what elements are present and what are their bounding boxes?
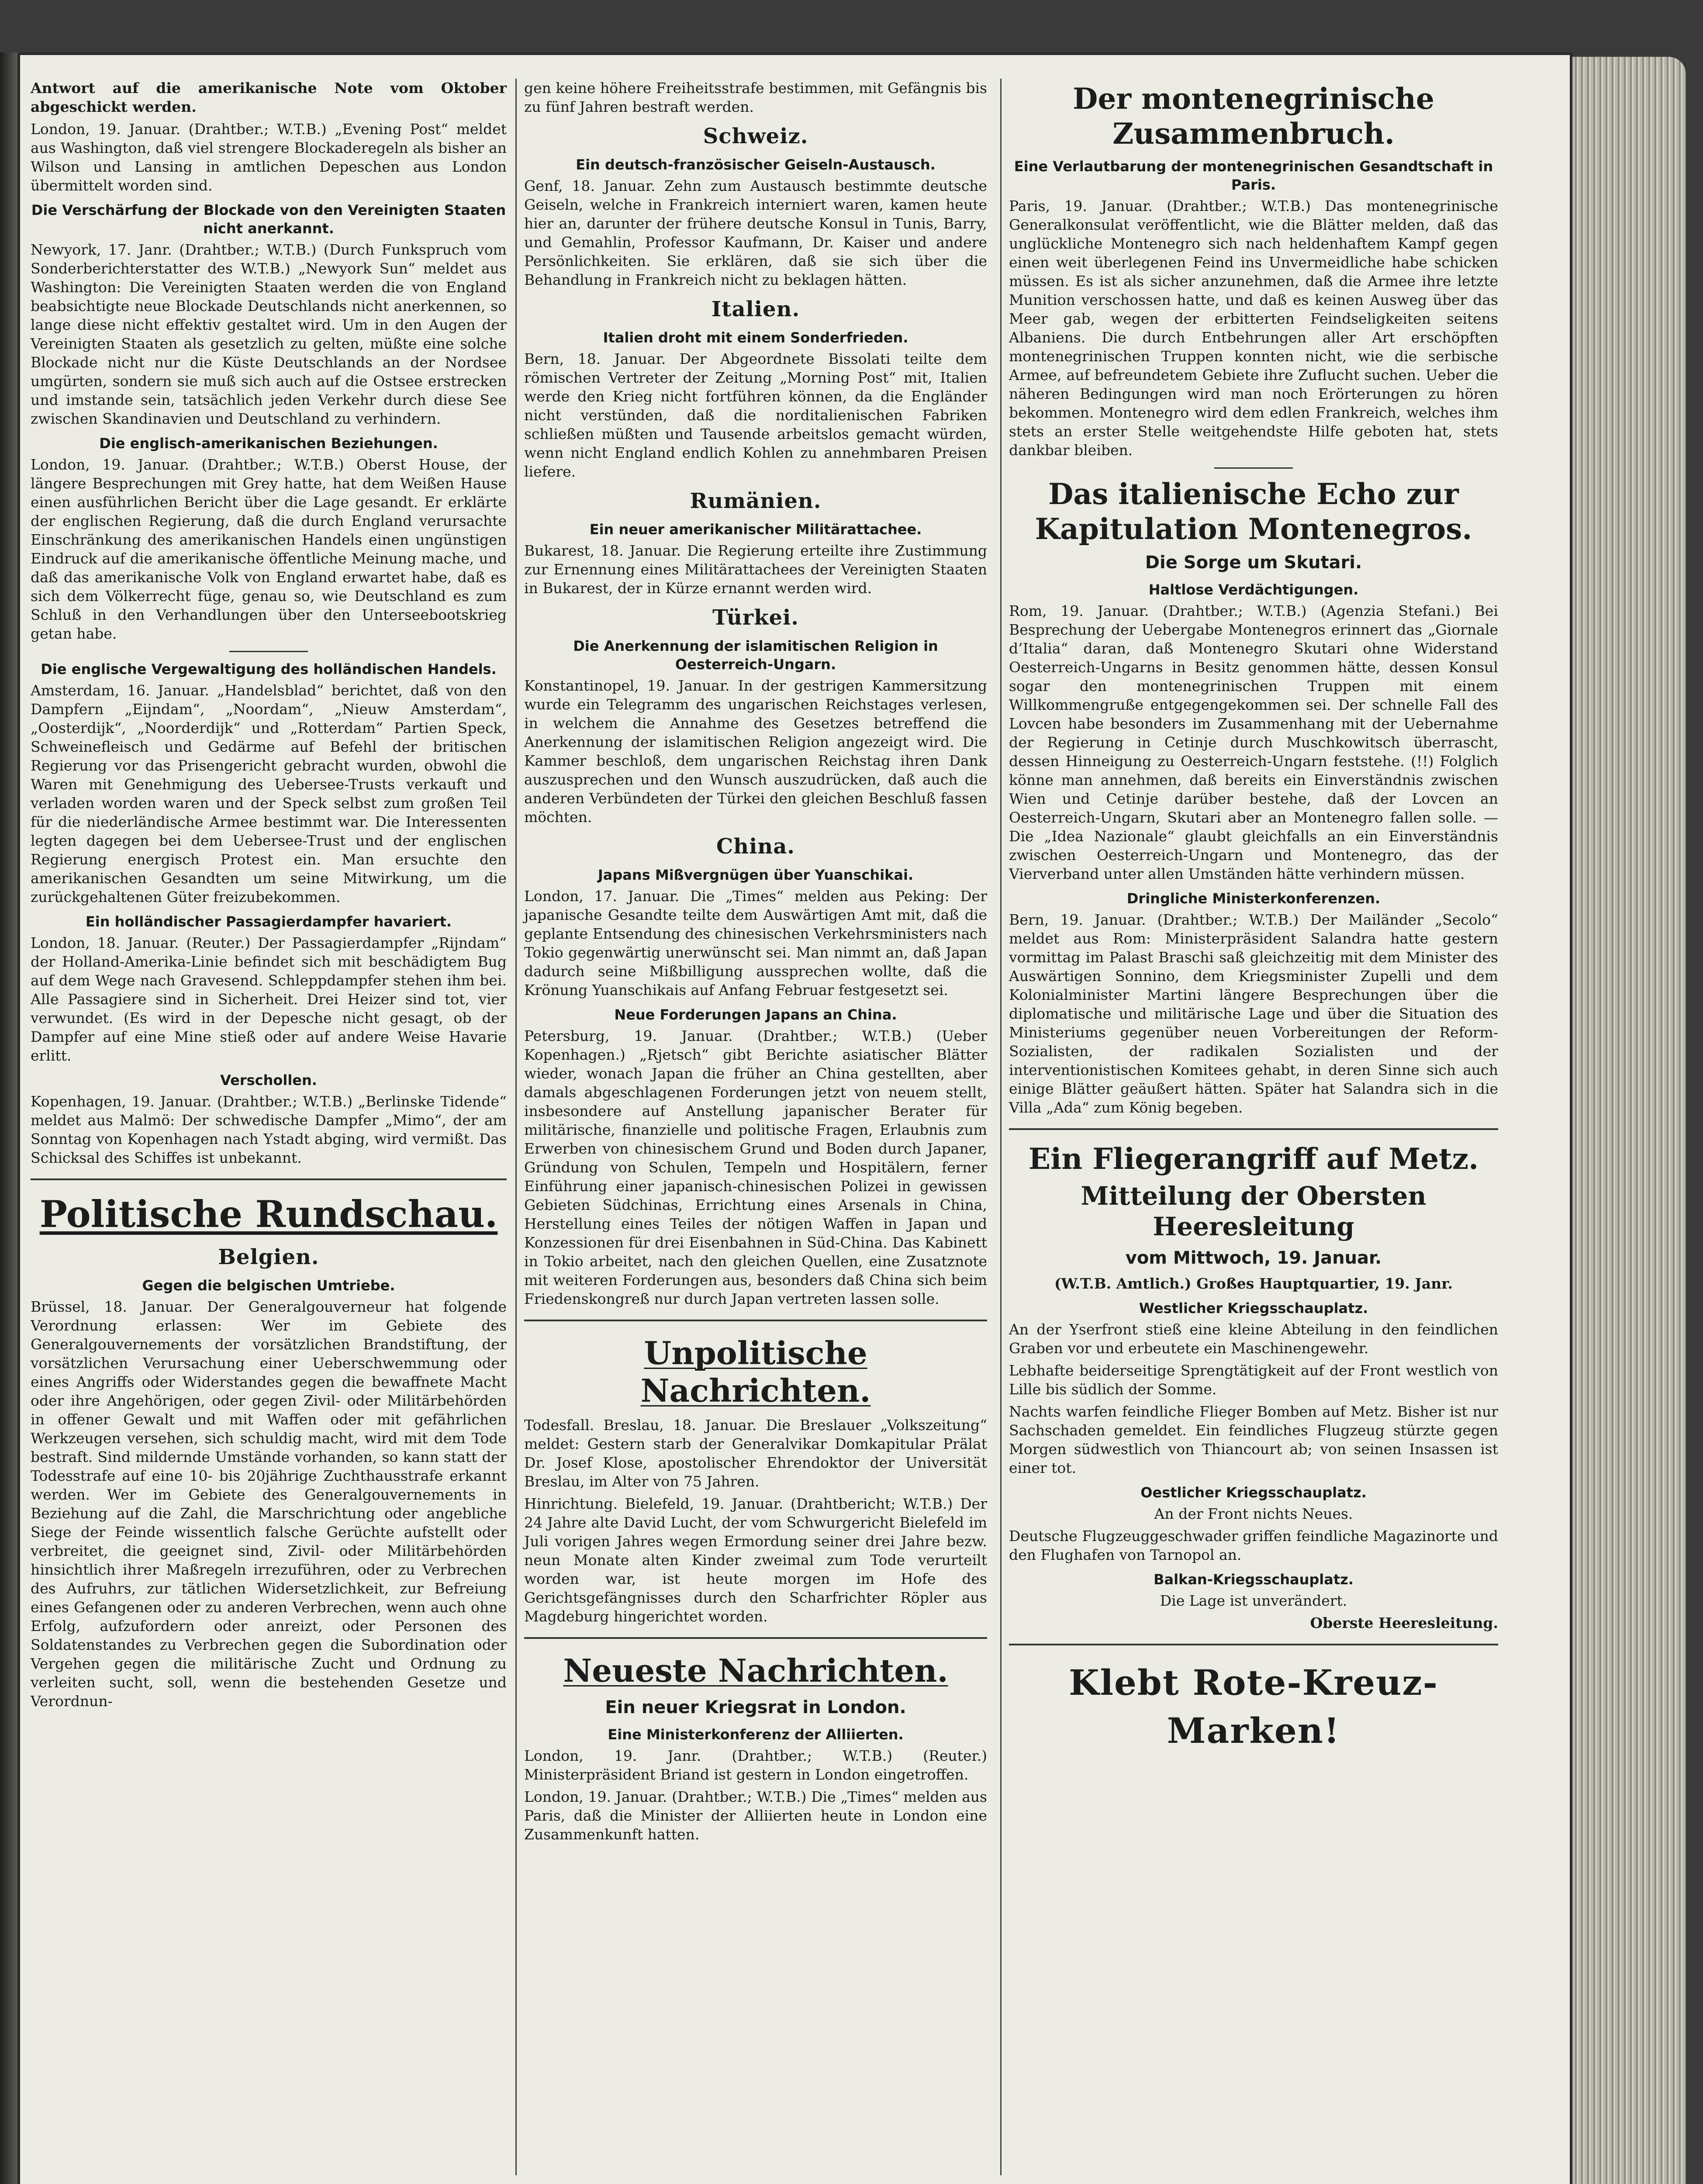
article-text: Lebhafte beiderseitige Sprengtätigkeit auf der Front westlich von Lille bis südlich der Somme. [1009,1362,1498,1398]
article-heading: Eine Ministerkonferenz der Alliierten. [608,1726,904,1743]
section-rule [31,1178,507,1180]
article-text: Brüssel, 18. Januar. Der Generalgouverneur hat folgende Verordnung erlassen: Wer im Gebiete des Generalgouvernements der vorsätzlichen Brandstiftung, der vorsätzlichen Verursachung einer Ueberschwemmung oder eines Angriffs oder Widerstandes gegen die bewaffnete Macht oder ihre Angehörigen, oder gegen Zivil- oder Militärbehörden in offener Gewalt und mit Waffen oder mit gefährlichen Werkzeugen versehen, sich schuldig macht, wird mit dem Tode bestraft. Sind mildernde Umstände vorhanden, so kann statt der Todesstrafe auf eine 10- bis 20jährige Zuchthausstrafe erkannt werden. Wer im Gebiete des Generalgouvernements in Beziehung auf die Zahl, die Marschrichtung oder angebliche Siege der Feinde wissentlich falsche Gerüchte aufstellt oder verbreitet, die geeignet sind, Zivil- oder Militärbehörden hinsichtlich ihrer Maßregeln irrezuführen, oder zu Verbrechen des Aufruhrs, zur tätlichen Widersetzlichkeit, zur Befreiung eines Gefangenen oder zu anderen Verbrechen, wenn auch ohne Erfolg, aufzufordern oder anreizt, oder Personen des Soldatenstandes zu Verbrechen gegen die Subordination oder Vergehen gegen die militärische Zucht und Ordnung zu verleiten sucht, soll, wenn die bestehenden Gesetze und Verordnun- [31,1298,507,1710]
article-text: London, 19. Januar. (Drahtber.; W.T.B.) Oberst House, der längere Besprechungen mit Grey hatte, hat dem Weißen Hause einen ausführlichen Bericht über die Lage gesandt. Er erklärte der englischen Regierung, daß die durch England verursachte Einschränkung des amerikanischen Handels einen ungünstigen Eindruck auf die amerikanische öffentliche Meinung mache, und daß das amerikanische Volk von England erwartet habe, daß es sich dem Völkerrecht füge, genau so, wie Deutschland es zum Schluß in den Verhandlungen über den Unterseebootskrieg getan habe. [31,456,507,642]
article-text: Todesfall. Breslau, 18. Januar. Die Breslauer „Volkszeitung“ meldet: Gestern starb der Generalvikar Domkapitular Prälat Dr. Josef Klose, apostolischer Ehrendoktor der Universität Breslau, im Alter von 75 Jahren. [524,1417,987,1490]
divider [1214,467,1293,469]
section-rule [1009,1644,1498,1645]
article-heading: Dringliche Ministerkonferenzen. [1126,890,1381,907]
article-heading: Japans Mißvergnügen über Yuanschikai. [598,867,914,883]
article-heading: Italien droht mit einem Sonderfrieden. [603,329,908,346]
section-rule [1009,1128,1498,1130]
article-heading: Verschollen. [220,1072,317,1089]
article-text: Bern, 19. Januar. (Drahtber.; W.T.B.) Der Mailänder „Secolo“ meldet aus Rom: Ministerpräsident Salandra hatte gestern vormittag im Palast Braschi saß gleichzeitig mit dem Minister des Auswärtigen Sonnino, dem Kriegsminister Zupelli und dem Kolonialminister Martini längere Besprechungen über die diplomatische und militärische Lage und über die Situation des Ministeriums gegenüber neuen Vorbereitungen der Reform-Sozialisten, der radikalen Sozialisten und der interventionistischen Komitees gehabt, in deren Sinne sich auch einige Blätter geäußert hätten. Später hat Salandra sich in die Villa „Ada“ zum König begeben. [1009,911,1498,1116]
article-text: Paris, 19. Januar. (Drahtber.; W.T.B.) Das montenegrinische Generalkonsulat veröffentlicht, wie die Blätter melden, daß das unglückliche Montenegro sich nach heldenhaftem Kampf gegen einen weit überlegenen Feind ins Unvermeidliche habe schicken müssen. Es ist als sicher anzunehmen, daß die Armee ihre letzte Munition verschossen hatte, und daß es keinen Ausweg über das Meer gab, wegen der erbitterten Feindseligkeiten seitens Albaniens. Die durch Entbehrungen aller Art erschöpften montenegrinischen Truppen konnten nicht, wie die serbische Armee, auf befreundetem Gebiete ihre Zuflucht suchen. Ueber die näheren Bedingungen wird man noch Erörterungen zu hören bekommen. Montenegro wird dem edlen Frankreich, welches ihm stets an erster Stelle weitgehendste Hilfe geboten hat, stets dankbar bleiben. [1009,197,1498,459]
country-heading: Schweiz. [703,124,808,149]
article-text: An der Front nichts Neues. [1154,1505,1353,1522]
article-heading: Gegen die belgischen Umtriebe. [142,1277,395,1294]
article-heading: Ein neuer amerikanischer Militärattachee. [589,521,922,538]
article-heading: Eine Verlautbarung der montenegrinischen Gesandtschaft in Paris. [1014,158,1493,193]
country-heading: Italien. [711,297,800,321]
article-text: gen keine höhere Freiheitsstrafe bestimmen, mit Gefängnis bis zu fünf Jahren bestraft werden. [524,79,987,115]
article-text: Antwort auf die amerikanische Note vom Oktober abgeschickt werden. [31,79,507,115]
article-text: (W.T.B. Amtlich.) Großes Hauptquartier, 19. Janr. [1054,1275,1453,1292]
article-text: Rom, 19. Januar. (Drahtber.; W.T.B.) (Agenzia Stefani.) Bei Besprechung der Uebergabe Montenegros erinnert das „Giornale d’Italia“ daran, daß Montenegro Skutari ohne Widerstand Oesterreich-Ungarns in Besitz genommen hätte, dessen Konsul sogar den montenegrinischen Truppen mit einem Willkommengruße entgegengekommen sei. Der schnelle Fall des Lovcen habe besonders im Zusammenhang mit der Uebernahme der Regierung in Cetinje durch Muschkowitsch überrascht, dessen Hinneigung zu Oesterreich-Ungarn feststehe. (!!) Folglich könne man annehmen, daß bereits ein Einverständnis zwischen Wien und Cetinje darüber bestehe, daß der Lovcen an Oesterreich-Ungarn, Skutari aber an Montenegro fallen solle. — Die „Idea Nazionale“ glaubt gleichfalls an ein Einverständnis zwischen Oesterreich-Ungarn und Montenegro, das der Vierverband unter allen Umständen hätte verhindern müssen. [1009,602,1498,882]
section-rule [524,1637,987,1639]
article-text: London, 19. Januar. (Drahtber.; W.T.B.) Die „Times“ melden aus Paris, daß die Minister der Alliierten heute in London eine Zusammenkunft hatten. [524,1788,987,1843]
theater-heading: Oestlicher Kriegsschauplatz. [1140,1484,1367,1501]
section-title: Neueste Nachrichten. [563,1652,948,1689]
article-heading: Haltlose Verdächtigungen. [1148,581,1359,598]
article-heading: Die Anerkennung der islamitischen Religion in Oesterreich-Ungarn. [573,638,938,673]
section-title: Ein Fliegerangriff auf Metz. [1028,1142,1479,1176]
article-text: London, 19. Januar. (Drahtber.; W.T.B.) „Evening Post“ meldet aus Washington, daß viel strengere Blockaderegeln als bisher an Wilson und Lansing in amtlichen Depeschen aus London übermittelt worden sind. [31,121,507,194]
article-heading: Neue Forderungen Japans an China. [614,1006,897,1023]
section-rule [524,1320,987,1321]
article-text: London, 17. Januar. Die „Times“ melden aus Peking: Der japanische Gesandte teilte dem Auswärtigen Amt mit, daß die geplante Entsendung des chinesischen Verkehrsministers nach Tokio gegenwärtig unerwünscht sei. Man nimmt an, daß Japan dadurch seine Mißbilligung aussprechen wollte, daß die Krönung Yuanschikais auf Anfang Februar festgesetzt sei. [524,888,987,999]
column-3 [1009,79,1498,1755]
section-title: Unpolitische Nachrichten. [640,1334,871,1409]
article-text: London, 18. Januar. (Reuter.) Der Passagierdampfer „Rijndam“ der Holland-Amerika-Linie befindet sich mit beschädigtem Bug auf dem Wege nach Gravesend. Schleppdampfer stehen ihm bei. Alle Passagiere sind in Sicherheit. Drei Heizer sind tot, vier verwundet. (Es wird in der Depesche nicht gesagt, ob der Dampfer auf eine Mine stieß oder auf andere Weise Havarie erlitt. [31,934,507,1064]
section-title: Das italienische Echo zur Kapitulation Montenegros. [1035,477,1472,546]
article-text: Deutsche Flugzeuggeschwader griffen feindliche Magazinorte und den Flughafen von Tarnopol an. [1009,1527,1498,1563]
article-text: Die Lage ist unverändert. [1160,1592,1347,1609]
article-title: vom Mittwoch, 19. Januar. [1125,1248,1382,1268]
book-binding [0,52,17,2184]
column-divider [1000,79,1002,2175]
article-text: Nachts warfen feindliche Flieger Bomben auf Metz. Bisher ist nur Sachschaden gemeldet. Ein feindliches Flugzeug stürzte gegen Morgen südwestlich von Thiancourt ab; von seinen Insassen ist einer tot. [1009,1403,1498,1476]
article-text: Genf, 18. Januar. Zehn zum Austausch bestimmte deutsche Geiseln, welche in Frankreich interniert waren, kamen heute hier an, darunter der frühere deutsche Konsul in Tunis, Barry, und Gemahlin, Professor Kaufmann, Dr. Kaiser und andere Persönlichkeiten. Sie erklären, daß sie sich über die Behandlung in Frankreich nicht zu beklagen hätten. [524,177,987,288]
country-heading: Rumänien. [690,489,822,513]
country-heading: Belgien. [218,1245,319,1269]
article-heading: Die Verschärfung der Blockade von den Vereinigten Staaten nicht anerkannt. [31,202,506,237]
article-heading: Die englisch-amerikanischen Beziehungen. [99,435,438,452]
section-title: Politische Rundschau. [39,1192,498,1236]
theater-heading: Balkan-Kriegsschauplatz. [1154,1571,1354,1588]
article-text: Bern, 18. Januar. Der Abgeordnete Bissolati teilte dem römischen Vertreter der Zeitung „Morning Post“ mit, Italien werde den Krieg nicht fortführen können, da die Engländer nicht verstünden, daß die norditalienischen Fabriken schließen müßten und Tausende arbeitslos gemacht würden, wenn nicht England endlich Kohlen zu annehmbaren Preisen liefere. [524,350,987,480]
article-title: Die Sorge um Skutari. [1145,553,1362,573]
page-stack-edge [1572,57,1686,2184]
article-text: Konstantinopel, 19. Januar. In der gestrigen Kammersitzung wurde ein Telegramm des ungarischen Reichstages verlesen, in welchem die Annahme des Gesetzes betreffend die Anerkennung der islamitischen Religion angezeigt wird. Die Kammer beschloß, dem ungarischen Reichstag ihren Dank auszusprechen und den Wunsch auszudrücken, daß auch die anderen Verbündeten der Türkei den gleichen Beschluß fassen möchten. [524,677,987,826]
signature: Oberste Heeresleitung. [1310,1614,1498,1631]
article-text: Kopenhagen, 19. Januar. (Drahtber.; W.T.B.) „Berlinske Tidende“ meldet aus Malmö: Der schwedische Dampfer „Mimo“, der am Sonntag von Kopenhagen nach Ystadt abging, wird vermißt. Das Schicksal des Schiffes ist unbekannt. [31,1093,507,1166]
column-divider [515,79,517,2175]
article-text: An der Yserfront stieß eine kleine Abteilung in den feindlichen Graben vor und erbeutete ein Maschinengewehr. [1009,1321,1498,1357]
divider [229,651,308,652]
article-text: Petersburg, 19. Januar. (Drahtber.; W.T.B.) (Ueber Kopenhagen.) „Rjetsch“ gibt Berichte asiatischer Blätter wieder, wonach Japan die früher an China gestellten, aber damals abgeschlagenen Forderungen jetzt von neuem stellt, insbesondere auf Anstellung japanischer Berater für militärische, finanzielle und politische Fragen, Erlaubnis zum Erwerben von chinesischem Grund und Boden durch Japaner, Gründung von Schulen, Tempeln und Hospitälern, ferner Einführung einer japanisch-chinesischen Polizei in gewissen Gebieten Südchinas, Errichtung eines Arsenals in China, Herstellung eines Teiles der nötigen Waffen in Japan und Konzessionen für drei Eisenbahnen in Süd-China. Das Kabinett in Tokio arbeitet, nach den gleichen Quellen, eine Zusatznote mit weiteren Forderungen aus, besonders daß China sich beim Friedenskongreß nur durch Japan vertreten lassen solle. [524,1027,987,1307]
theater-heading: Westlicher Kriegsschauplatz. [1139,1300,1368,1317]
article-title: Ein neuer Kriegsrat in London. [605,1697,906,1717]
article-text: Newyork, 17. Janr. (Drahtber.; W.T.B.) (Durch Funkspruch vom Sonderberichterstatter des W.T.B.) „Newyork Sun“ meldet aus Washington: Die Vereinigten Staaten werden die von England beabsichtigte neue Blockade Deutschlands nicht anerkennen, so lange diese nicht effektiv gestaltet wird. Um in den Augen der Vereinigten Staaten als gesetzlich zu gelten, müßte eine solche Blockade nicht nur die Küste Deutschlands an der Nordsee umgürten, sondern sie muß sich auch auf die Ostsee erstrecken und imstande sein, tatsächlich jeden Verkehr durch diese See zwischen Skandinavien und Deutschland zu verhindern. [31,241,507,427]
article-text: Hinrichtung. Bielefeld, 19. Januar. (Drahtbericht; W.T.B.) Der 24 Jahre alte David Lucht, der vom Schwurgericht Bielefeld im Juli vorigen Jahres wegen Ermordung seiner drei Jahre bezw. neun Monate alten Kinder zweimal zum Tode verurteilt worden war, ist heute morgen im Hofe des Gerichtsgefängnisses durch den Scharfrichter Röpler aus Magdeburg hingerichtet worden. [524,1495,987,1625]
article-heading: Die englische Vergewaltigung des holländischen Handels. [41,661,497,677]
article-text: London, 19. Janr. (Drahtber.; W.T.B.) (Reuter.) Ministerpräsident Briand ist gestern in London eingetroffen. [524,1747,987,1783]
article-heading: Ein deutsch-französischer Geiseln-Austausch. [576,156,936,173]
column-1 [31,79,507,1714]
country-heading: China. [716,834,795,859]
section-title: Der montenegrinische Zusammenbruch. [1073,82,1434,151]
footer-slogan: Klebt Rote-Kreuz-Marken! [1069,1662,1438,1751]
section-title: Mitteilung der Obersten Heeresleitung [1081,1181,1427,1241]
article-text: Bukarest, 18. Januar. Die Regierung erteilte ihre Zustimmung zur Ernennung eines Militärattachees der Vereinigten Staaten in Bukarest, der in Kürze ernannt werden wird. [524,542,987,597]
column-2 [524,79,987,1847]
country-heading: Türkei. [712,605,799,630]
article-heading: Ein holländischer Passagierdampfer havariert. [85,913,452,930]
article-text: Amsterdam, 16. Januar. „Handelsblad“ berichtet, daß von den Dampfern „Eijndam“, „Noordam“, „Nieuw Amsterdam“, „Oosterdijk“, „Noorderdijk“ und „Rotterdam“ Partien Speck, Schweinefleisch und Gedärme auf Befehl der britischen Regierung vor das Prisengericht gebracht wurden, obwohl die Waren mit Genehmigung des Uebersee-Trusts verkauft und verladen worden waren und der Speck selbst zum großen Teil für die niederländische Armee bestimmt war. Die Interessenten legten dagegen bei dem Uebersee-Trust und der englischen Regierung energisch Protest ein. Man ersuchte den amerikanischen Gesandten um seine Mitwirkung, um die zurückgehaltenen Güter freizubekommen. [31,682,507,905]
